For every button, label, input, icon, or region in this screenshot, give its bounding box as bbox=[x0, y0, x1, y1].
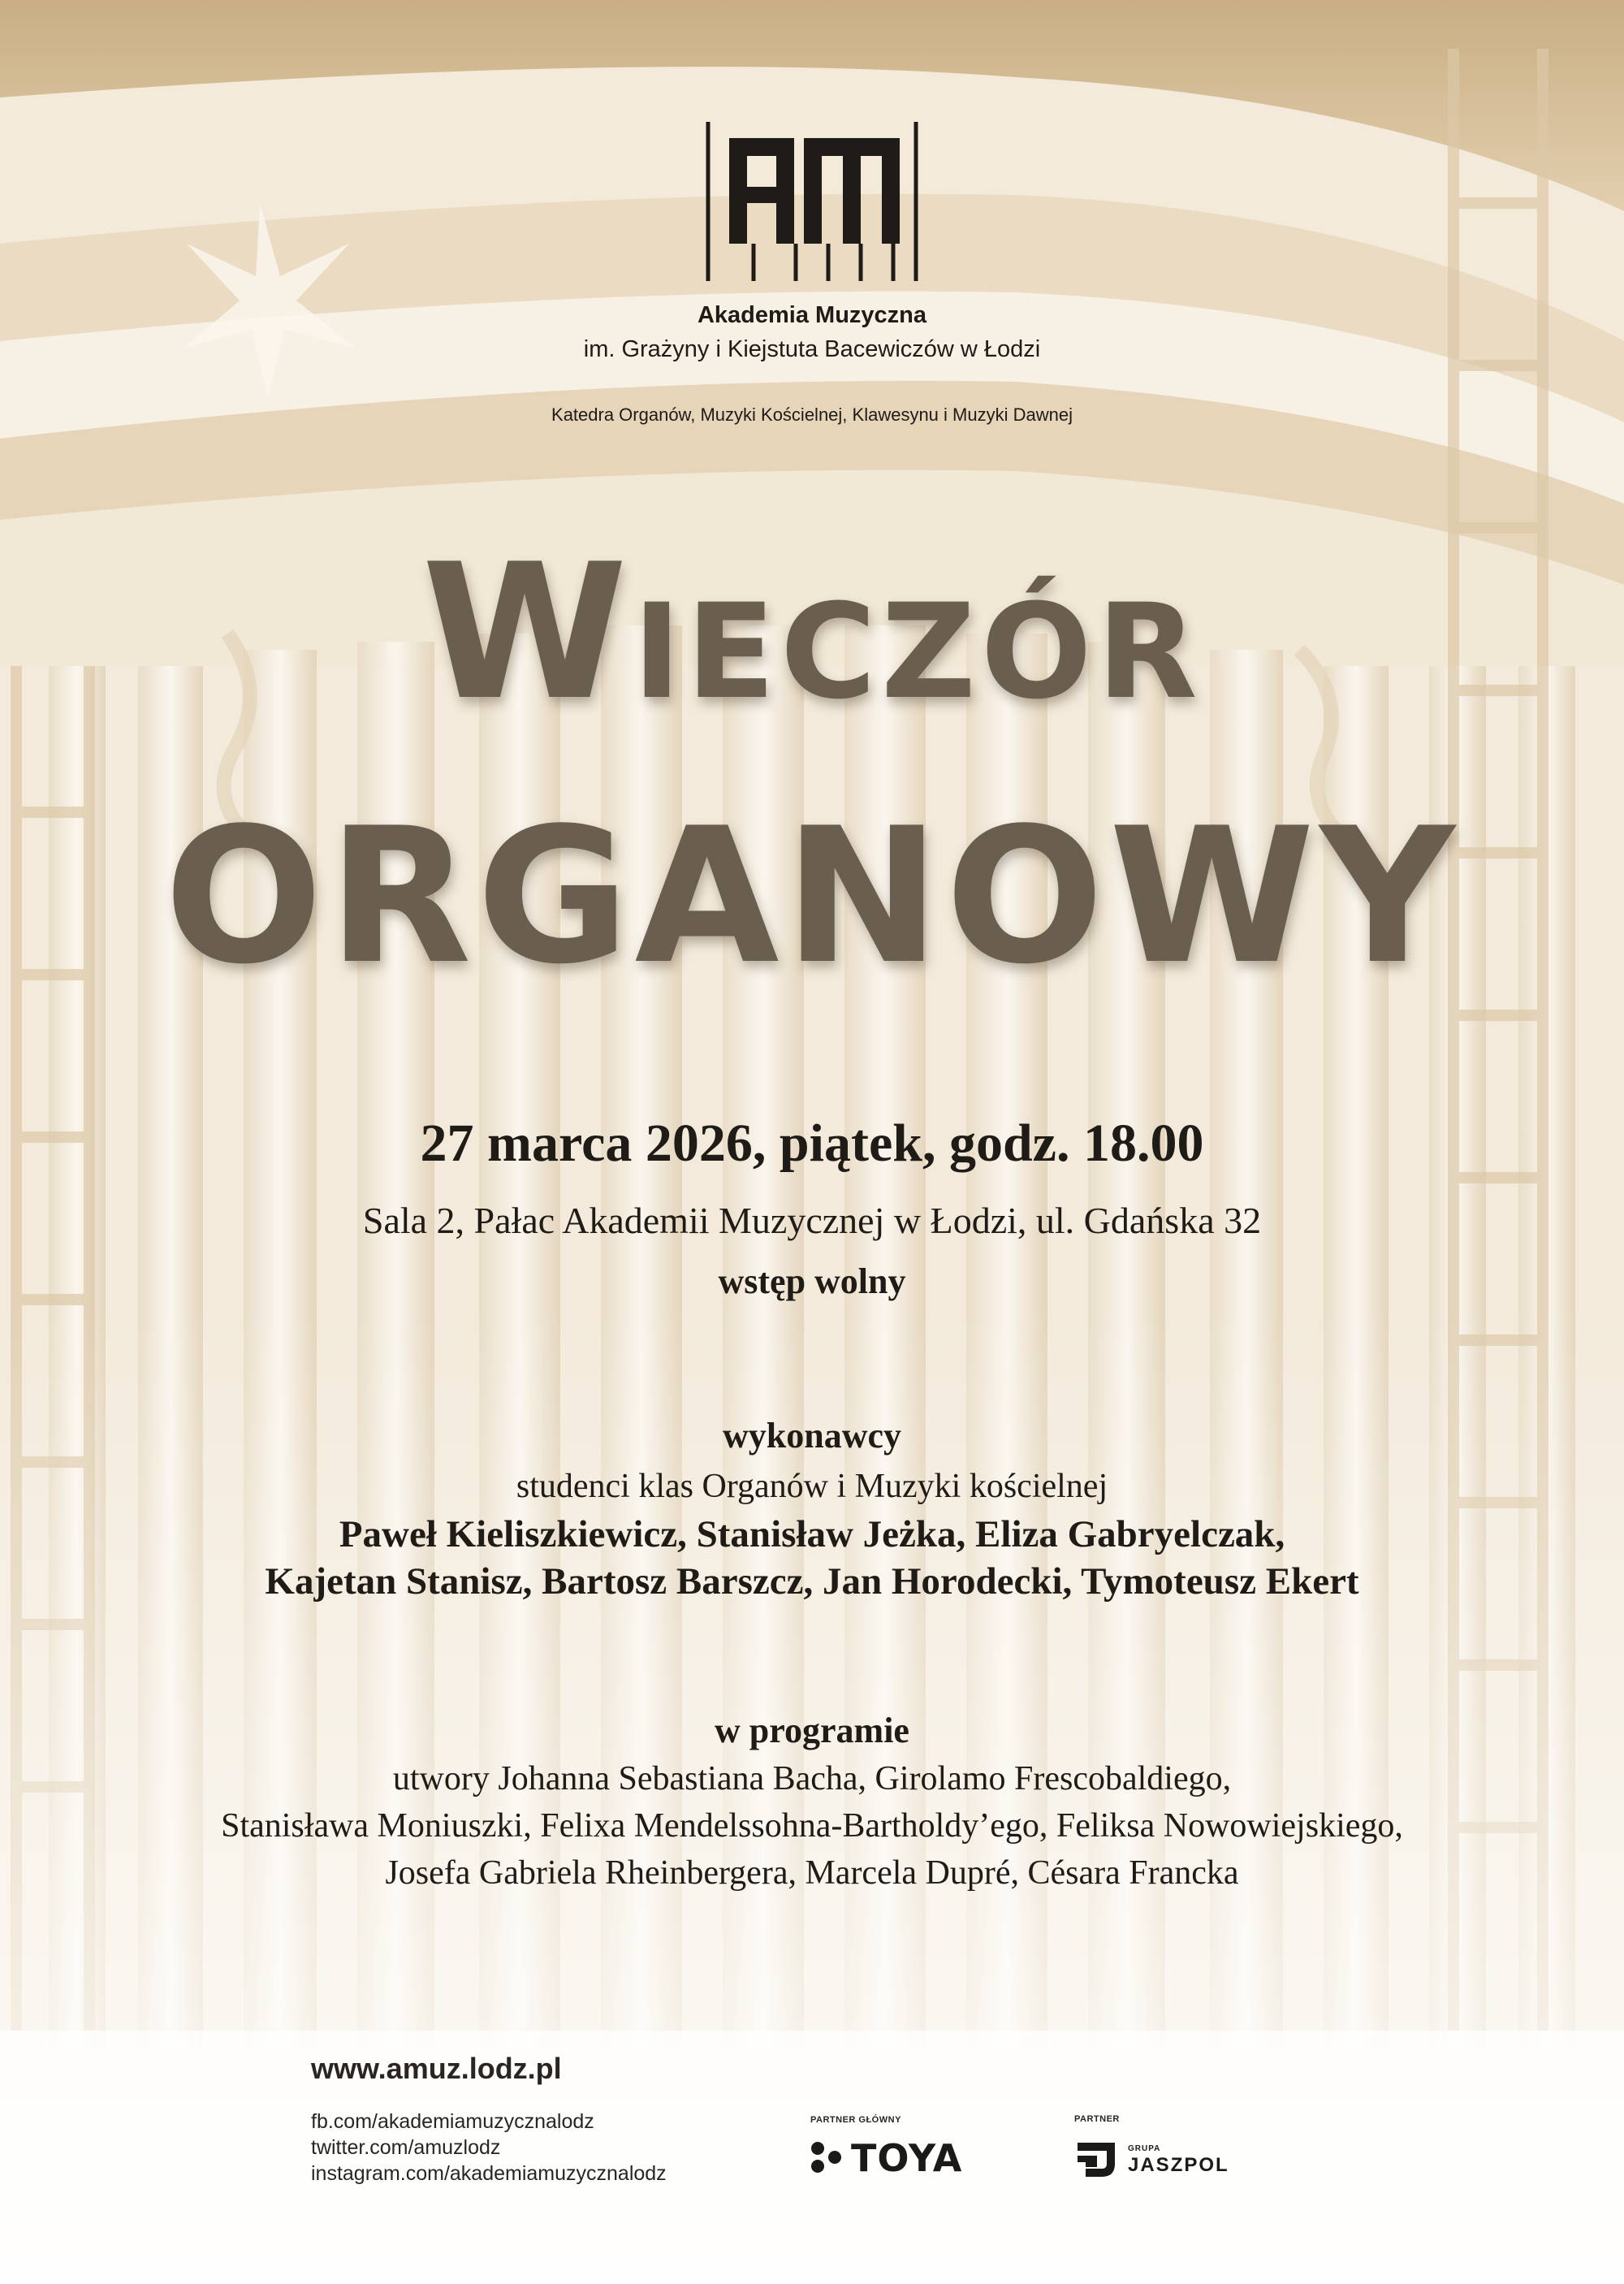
event-title-line1: Wieczór bbox=[421, 525, 1203, 742]
jaszpol-name: JASZPOL bbox=[1128, 2154, 1229, 2176]
institution-subtitle: im. Grażyny i Kiejstuta Bacewiczów w Łodzi bbox=[583, 336, 1041, 362]
program-line2: Stanisława Moniuszki, Felixa Mendelssohna-Bartholdy’ego, Feliksa Nowowiejskiego, bbox=[221, 1807, 1403, 1845]
academy-logo-icon bbox=[705, 122, 919, 281]
jaszpol-group-label: GRUPA bbox=[1128, 2144, 1161, 2153]
program-heading: w programie bbox=[715, 1711, 909, 1750]
main-partner-label: PARTNER GŁÓWNY bbox=[810, 2115, 901, 2125]
toya-dots-icon bbox=[809, 2139, 844, 2175]
event-venue: Sala 2, Pałac Akademii Muzycznej w Łodzi, ul. Gdańska 32 bbox=[362, 1200, 1262, 1241]
event-title-line2: ORGANOWY bbox=[164, 789, 1460, 1006]
jaszpol-logo bbox=[1074, 2136, 1253, 2182]
performers-names-line2: Kajetan Stanisz, Bartosz Barszcz, Jan Horodecki, Tymoteusz Ekert bbox=[265, 1560, 1359, 1603]
event-date: 27 marca 2026, piątek, godz. 18.00 bbox=[420, 1114, 1204, 1173]
institution-name: Akademia Muzyczna bbox=[697, 302, 927, 328]
toya-name: TOYA bbox=[851, 2136, 963, 2180]
program-line3: Josefa Gabriela Rheinbergera, Marcela Dupré, Césara Francka bbox=[385, 1854, 1239, 1892]
toya-logo bbox=[809, 2136, 979, 2182]
facebook-link[interactable]: fb.com/akademiamuzycznalodz bbox=[311, 2110, 594, 2133]
website-link[interactable]: www.amuz.lodz.pl bbox=[311, 2052, 562, 2085]
performers-description: studenci klas Organów i Muzyki kościelnej bbox=[516, 1468, 1108, 1505]
program-line1: utwory Johanna Sebastiana Bacha, Girolamo Frescobaldiego, bbox=[392, 1760, 1232, 1797]
department-name: Katedra Organów, Muzyki Kościelnej, Klawesynu i Muzyki Dawnej bbox=[551, 404, 1073, 425]
instagram-link[interactable]: instagram.com/akademiamuzycznalodz bbox=[311, 2162, 667, 2185]
jaszpol-mark-icon bbox=[1074, 2139, 1118, 2180]
event-entry: wstęp wolny bbox=[718, 1261, 906, 1301]
performers-heading: wykonawcy bbox=[722, 1416, 902, 1456]
performers-names-line1: Paweł Kieliszkiewicz, Stanisław Jeżka, Eliza Gabryelczak, bbox=[339, 1513, 1285, 1555]
twitter-link[interactable]: twitter.com/amuzlodz bbox=[311, 2136, 501, 2159]
partner-label: PARTNER bbox=[1074, 2114, 1120, 2124]
